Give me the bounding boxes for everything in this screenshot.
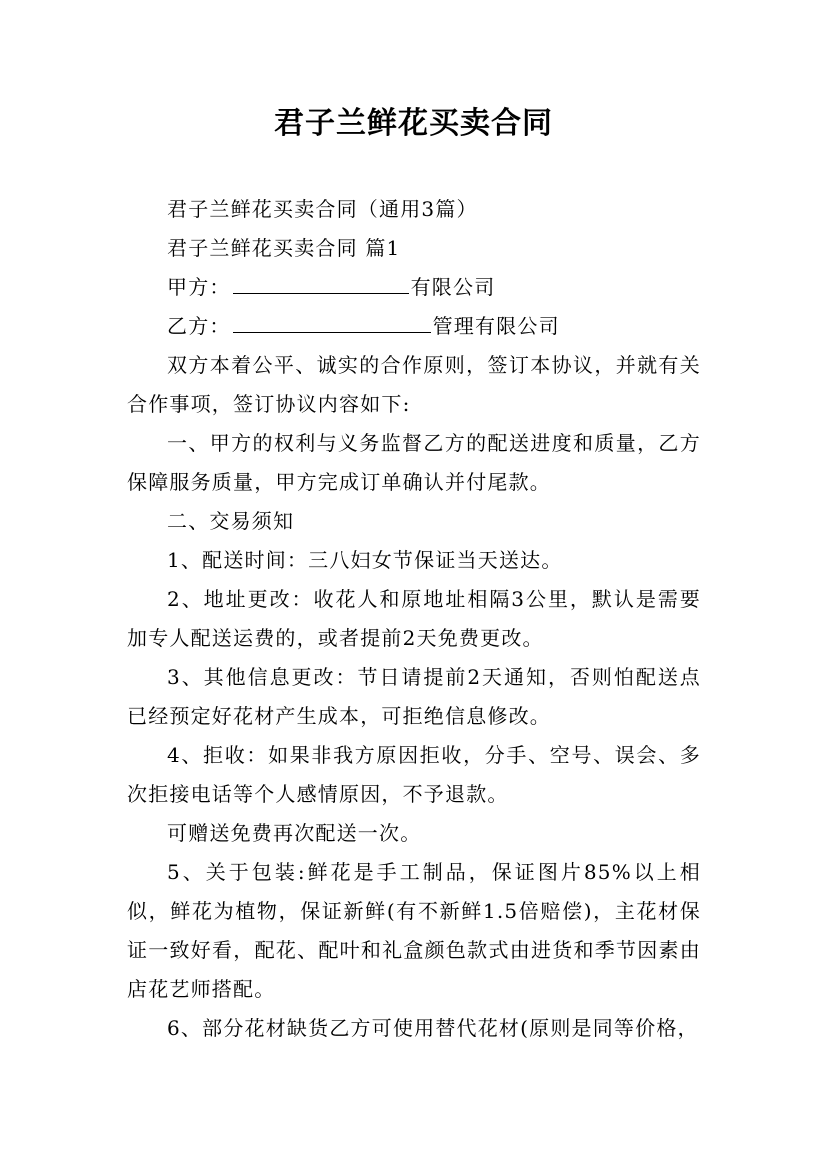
paragraph-trade-heading: 二、交易须知 <box>167 509 295 533</box>
paragraph-delivery-time: 1、配送时间：三八妇女节保证当天送达。 <box>167 548 563 572</box>
part-heading: 君子兰鲜花买卖合同 篇1 <box>167 236 401 260</box>
party-b-line <box>127 307 701 346</box>
document-title: 君子兰鲜花买卖合同 <box>274 106 553 141</box>
paragraph-intro: 双方本着公平、诚实的合作原则，签订本协议，并就有关合作事项，签订协议内容如下: <box>127 353 701 416</box>
paragraph-refusal: 4、拒收：如果非我方原因拒收，分手、空号、误会、多次拒接电话等个人感情原因，不予退款。 <box>127 743 701 806</box>
party-b-suffix: 管理有限公司 <box>432 314 560 338</box>
party-a-line <box>127 268 701 307</box>
party-a-suffix: 有限公司 <box>410 275 496 299</box>
paragraph-packaging: 5、关于包装:鲜花是手工制品，保证图片85%以上相似，鲜花为植物，保证新鲜(有不新鲜1.5倍赔偿)，主花材保证一致好看，配花、配叶和礼盒颜色款式由进货和季节因素由店花艺师搭配。 <box>127 860 701 1001</box>
paragraph-info-change: 3、其他信息更改：节日请提前2天通知，否则怕配送点已经预定好花材产生成本，可拒绝信息修改。 <box>127 665 701 728</box>
party-a-label: 甲方： <box>167 275 231 299</box>
document-subtitle: 君子兰鲜花买卖合同（通用3篇） <box>167 197 478 221</box>
paragraph-address-change: 2、地址更改：收花人和原地址相隔3公里，默认是需要加专人配送运费的，或者提前2天免费更改。 <box>127 587 701 650</box>
paragraph-substitution: 6、部分花材缺货乙方可使用替代花材(原则是同等价格， <box>167 1016 699 1040</box>
party-a-blank <box>233 271 409 294</box>
document-body <box>127 190 701 1048</box>
paragraph-free-redelivery: 可赠送免费再次配送一次。 <box>167 821 422 845</box>
paragraph-rights: 一、甲方的权利与义务监督乙方的配送进度和质量，乙方保障服务质量，甲方完成订单确认并付尾款。 <box>127 431 701 494</box>
party-b-label: 乙方： <box>167 314 231 338</box>
party-b-blank <box>233 310 431 333</box>
